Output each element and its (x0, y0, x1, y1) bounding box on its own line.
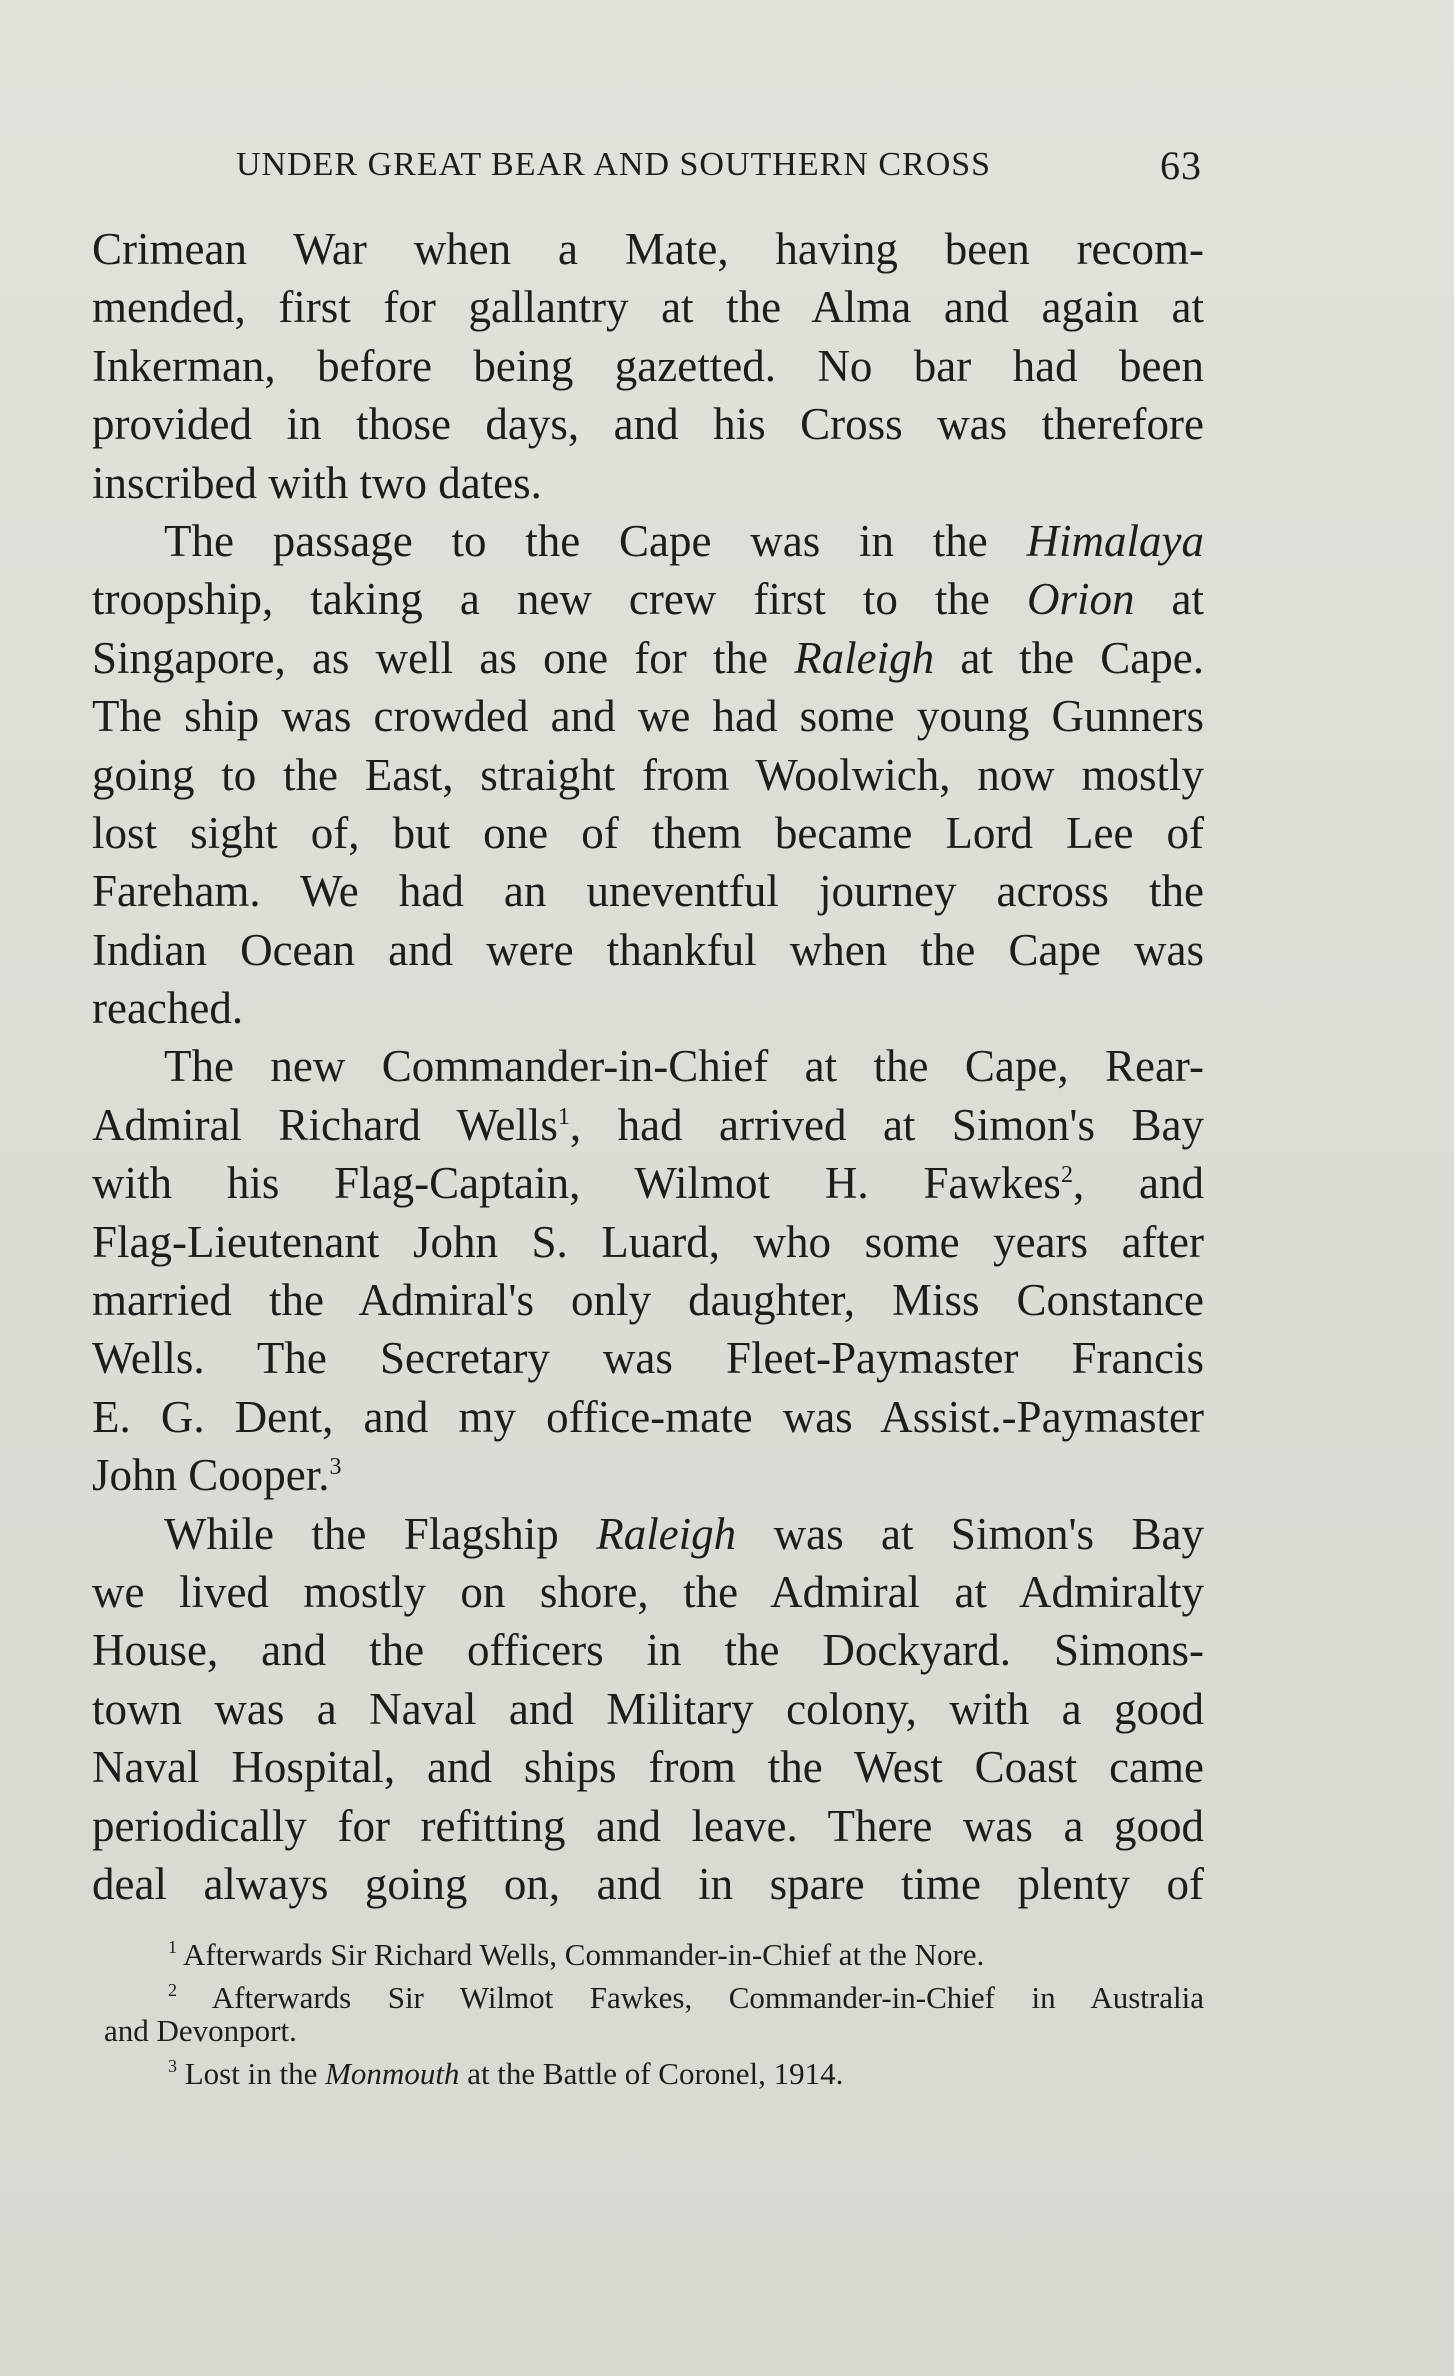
text-line: Flag-Lieutenant John S. Luard, who some years after (92, 1216, 1204, 1267)
text-run: Singapore, as well as one for the (92, 632, 795, 683)
text-line: provided in those days, and his Cross was therefore (92, 399, 1204, 450)
text-run: John Cooper. (92, 1450, 330, 1501)
text-run: Admiral Richard Wells (92, 1099, 558, 1150)
text-line (92, 512, 1204, 570)
ship-name: Orion (1026, 574, 1135, 625)
text-line: Inkerman, before being gazetted. No bar had been (92, 340, 1204, 391)
text-run: with his Flag-Captain, Wilmot H. Fawkes (92, 1158, 1061, 1209)
text-line (92, 629, 1204, 687)
text-line (92, 1446, 1204, 1504)
text-line: we lived mostly on shore, the Admiral at Admiralty (92, 1566, 1204, 1617)
text-line: lost sight of, but one of them became Lord Lee of (92, 807, 1204, 858)
footnote-text: Afterwards Sir Richard Wells, Commander-in-Chief at the Nore. (177, 1938, 985, 1971)
ship-name: Monmouth (325, 2057, 460, 2090)
text-run: troopship, taking a new crew first to the (92, 574, 1027, 625)
text-run: , had arrived at Simon's Bay (569, 1099, 1204, 1150)
text-line: House, and the officers in the Dockyard. Simons- (92, 1625, 1204, 1676)
text-line: Indian Ocean and were thankful when the Cape was (92, 924, 1204, 975)
footnote (104, 1981, 1204, 2014)
text-run: While the Flagship (164, 1508, 597, 1559)
footnote-text: Lost in the (177, 2057, 326, 2090)
text-line: E. G. Dent, and my office-mate was Assist.-Paymaster (92, 1391, 1204, 1442)
ship-name: Raleigh (794, 632, 935, 683)
text-line (92, 570, 1204, 628)
text-line: reached. (92, 983, 244, 1034)
text-line: Fareham. We had an uneventful journey across the (92, 866, 1204, 917)
text-line: inscribed with two dates. (92, 457, 542, 508)
footnote-number: 1 (168, 1938, 177, 1957)
ship-name: Himalaya (1026, 515, 1204, 566)
footnote (104, 1938, 1204, 1971)
footnote-continuation: and Devonport. (104, 2014, 297, 2047)
text-line: The new Commander-in-Chief at the Cape, Rear- (164, 1041, 1204, 1092)
text-line: The ship was crowded and we had some young Gunners (92, 691, 1204, 742)
footnote-ref: 2 (1060, 1162, 1073, 1189)
text-run: at the Cape. (934, 632, 1204, 683)
text-line: Wells. The Secretary was Fleet-Paymaster Francis (92, 1333, 1204, 1384)
footnote-text: Afterwards Sir Wilmot Fawkes, Commander-in-Chief in Australia (177, 1981, 1204, 2014)
text-run: was at Simon's Bay (736, 1508, 1204, 1559)
text-line (92, 1096, 1204, 1154)
text-line: married the Admiral's only daughter, Miss Constance (92, 1275, 1204, 1326)
text-line (92, 1505, 1204, 1563)
text-run: , and (1072, 1158, 1204, 1209)
text-line: deal always going on, and in spare time plenty of (92, 1858, 1204, 1909)
footnote (104, 2057, 1204, 2090)
text-line: Naval Hospital, and ships from the West Coast came (92, 1742, 1204, 1793)
running-head-title: UNDER GREAT BEAR AND SOUTHERN CROSS (236, 146, 992, 183)
text-line: periodically for refitting and leave. There was a good (92, 1800, 1204, 1851)
footnotes (104, 1938, 1204, 2090)
footnote-ref: 1 (557, 1103, 570, 1130)
footnote-number: 3 (168, 2057, 177, 2076)
running-head (236, 143, 1202, 196)
text-line: Crimean War when a Mate, having been recom- (92, 224, 1204, 274)
text-run: The passage to the Cape was in the (164, 515, 1027, 566)
text-line: mended, first for gallantry at the Alma and again at (92, 282, 1204, 333)
ship-name: Raleigh (596, 1508, 737, 1559)
footnote-number: 2 (168, 1981, 177, 2000)
footnote-ref: 3 (329, 1454, 342, 1481)
body-text (92, 220, 1204, 1913)
footnote-text: at the Battle of Coronel, 1914. (459, 2057, 844, 2090)
text-line (92, 1154, 1204, 1212)
text-run: at (1134, 574, 1204, 625)
text-line: going to the East, straight from Woolwich, now mostly (92, 749, 1204, 800)
text-line: town was a Naval and Military colony, with a good (92, 1683, 1204, 1734)
page-number: 63 (1160, 143, 1202, 188)
